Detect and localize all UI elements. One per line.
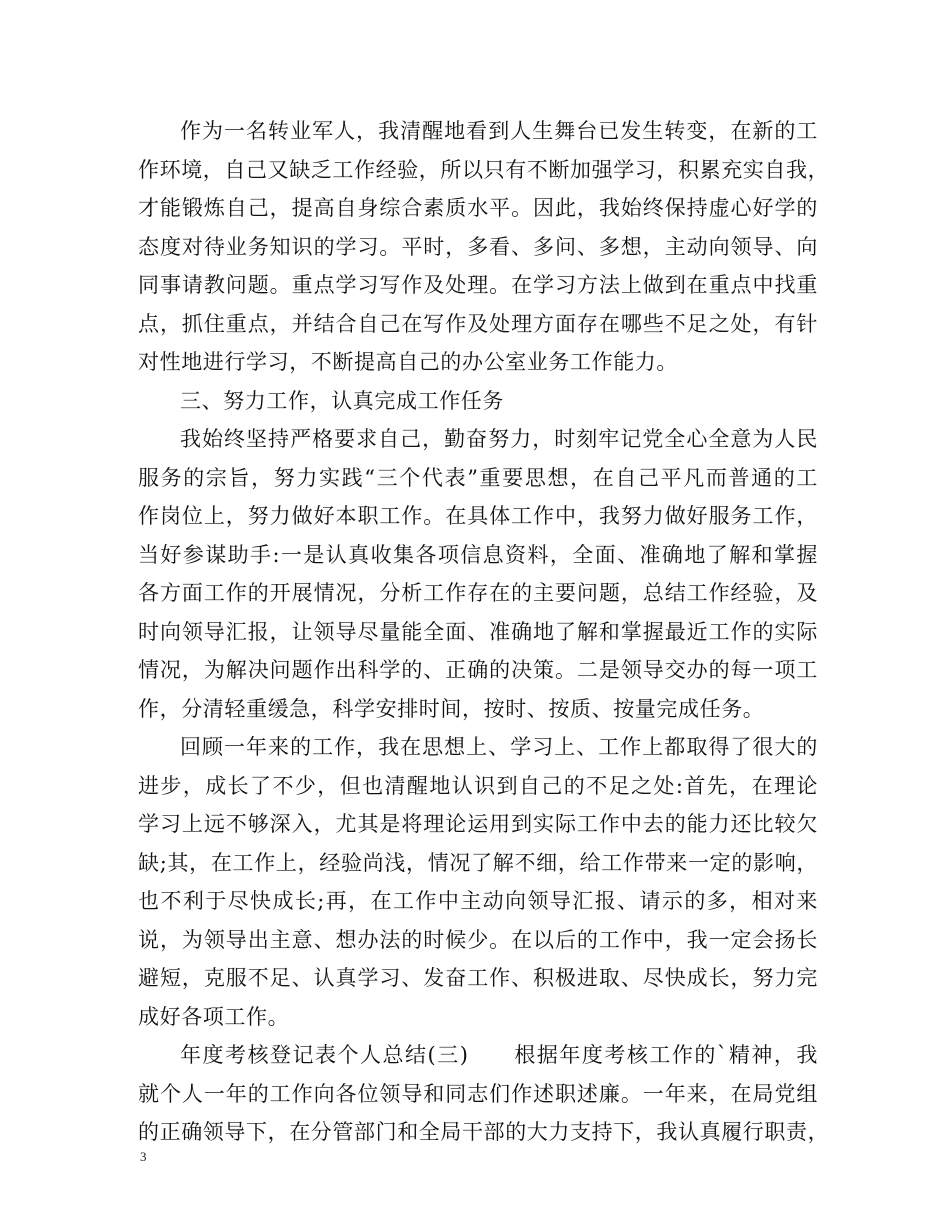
text-line: 我始终坚持严格要求自己，勤奋努力，时刻牢记党全心全意为人民: [180, 427, 818, 451]
text-line: 作环境，自己又缺乏工作经验，所以只有不断加强学习，积累充实自我，: [138, 157, 830, 182]
text-line: 作岗位上，努力做好本职工作。在具体工作中，我努力做好服务工作，: [138, 504, 818, 528]
text-line: 各方面工作的开展情况，分析工作存在的主要问题，总结工作经验，及: [138, 581, 818, 605]
text-line: 时向领导汇报，让领导尽量能全面、准确地了解和掌握最近工作的实际: [138, 619, 818, 644]
text-line: 缺;其，在工作上，经验尚浅，情况了解不细，给工作带来一定的影响，: [138, 850, 818, 875]
text-line: 也不利于尽快成长;再，在工作中主动向领导汇报、请示的多，相对来: [138, 889, 818, 913]
text-line: 当好参谋助手:一是认真收集各项信息资料，全面、准确地了解和掌握: [138, 542, 818, 567]
text-line: 回顾一年来的工作，我在思想上、学习上、工作上都取得了很大的: [180, 735, 818, 759]
document-body: [138, 112, 830, 1152]
text-line: 进步，成长了不少，但也清醒地认识到自己的不足之处:首先，在理论: [138, 773, 818, 798]
text-line: 同事请教问题。重点学习写作及处理。在学习方法上做到在重点中找重: [138, 273, 818, 297]
text-line: 避短，克服不足、认真学习、发奋工作、积极进取、尽快成长，努力完: [138, 966, 818, 990]
text-line: 学习上远不够深入，尤其是将理论运用到实际工作中去的能力还比较欠: [138, 812, 818, 836]
text-line: 情况，为解决问题作出科学的、正确的决策。二是领导交办的每一项工: [138, 658, 818, 682]
text-line: 成好各项工作。: [138, 1004, 290, 1029]
text-line: 作为一名转业军人，我清醒地看到人生舞台已发生转变，在新的工: [180, 119, 818, 143]
text-line: 服务的宗旨，努力实践“三个代表”重要思想，在自己平凡而普通的工: [138, 465, 818, 490]
text-line: 才能锻炼自己，提高自身综合素质水平。因此，我始终保持虚心好学的: [138, 196, 818, 220]
text-line: 说，为领导出主意、想办法的时候少。在以后的工作中，我一定会扬长: [138, 927, 818, 952]
text-line: 对性地进行学习，不断提高自己的办公室业务工作能力。: [138, 350, 678, 374]
text-line: 三、努力工作，认真完成工作任务: [180, 388, 504, 413]
text-line: 就个人一年的工作向各位领导和同志们作述职述廉。一年来，在局党组: [138, 1081, 818, 1106]
page-number: 3: [140, 1149, 147, 1164]
text-line: 的正确领导下，在分管部门和全局干部的大力支持下，我认真履行职责，: [138, 1120, 830, 1144]
text-line: 作，分清轻重缓急，科学安排时间，按时、按质、按量完成任务。: [138, 696, 765, 721]
text-line: 态度对待业务知识的学习。平时，多看、多问、多想，主动向领导、向: [138, 234, 818, 259]
text-line: 点，抓住重点，并结合自己在写作及处理方面存在哪些不足之处，有针: [138, 311, 818, 336]
text-line: 年度考核登记表个人总结(三) 根据年度考核工作的`精神，我: [180, 1043, 818, 1067]
